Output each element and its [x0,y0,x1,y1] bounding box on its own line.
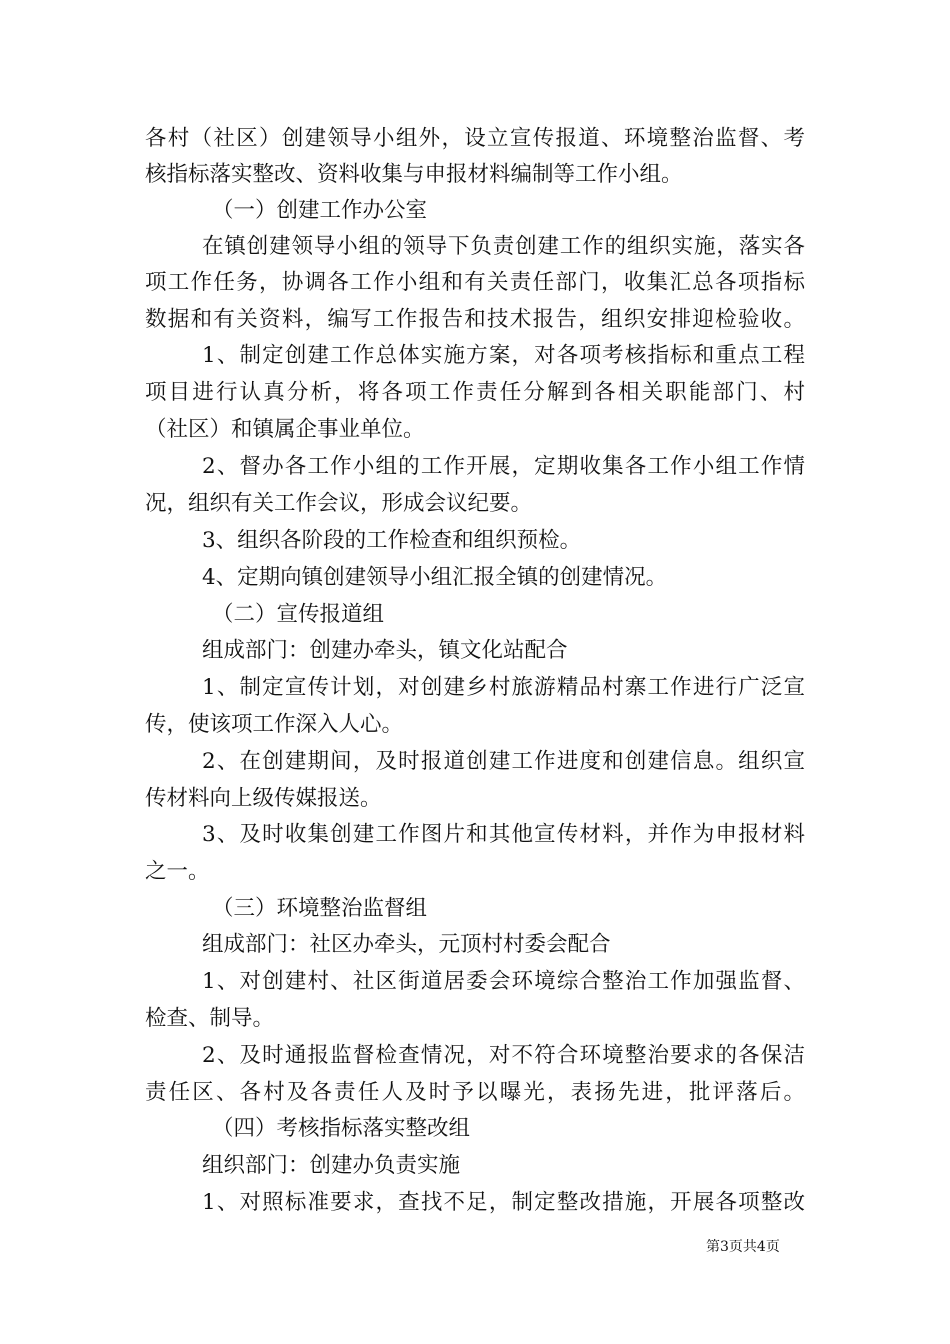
section-heading: （三）环境整治监督组 [212,896,428,921]
paragraph-line: 传材料向上级传媒报送。 [145,786,382,811]
paragraph-line: 2、督办各工作小组的工作开展，定期收集各工作小组工作情 [202,454,805,479]
paragraph-line: 项工作任务，协调各工作小组和有关责任部门，收集汇总各项指标 [145,270,805,295]
paragraph-line: 2、在创建期间，及时报道创建工作进度和创建信息。组织宣 [202,749,805,774]
paragraph-line: 1、制定宣传计划，对创建乡村旅游精品村寨工作进行广泛宣 [202,675,805,700]
paragraph-line: 传，使该项工作深入人心。 [145,712,404,737]
page-number: 第3页共4页 [706,1239,780,1255]
section-heading: （一）创建工作办公室 [212,198,428,223]
paragraph-line: 1、制定创建工作总体实施方案，对各项考核指标和重点工程 [202,343,805,368]
paragraph-line: 在镇创建领导小组的领导下负责创建工作的组织实施，落实各 [202,234,805,259]
paragraph-line: 数据和有关资料，编写工作报告和技术报告，组织安排迎检验收。 [145,307,805,332]
paragraph-line: 核指标落实整改、资料收集与申报材料编制等工作小组。 [145,162,683,187]
paragraph-line: 责任区、各村及各责任人及时予以曝光，表扬先进，批评落后。 [145,1080,805,1105]
paragraph-line: 1、对照标准要求，查找不足，制定整改措施，开展各项整改 [202,1190,805,1215]
section-heading: （二）宣传报道组 [212,602,385,627]
paragraph-line: 3、及时收集创建工作图片和其他宣传材料，并作为申报材料 [202,822,805,847]
paragraph-line: 检查、制导。 [145,1006,275,1031]
paragraph-line: 4、定期向镇创建领导小组汇报全镇的创建情况。 [202,565,668,590]
paragraph-line: 1、对创建村、社区街道居委会环境综合整治工作加强监督、 [202,969,805,994]
paragraph-line: 况，组织有关工作会议，形成会议纪要。 [145,491,533,516]
paragraph-line: 组成部门：社区办牵头，元顶村村委会配合 [202,932,611,957]
paragraph-line: 2、及时通报监督检查情况，对不符合环境整治要求的各保洁 [202,1043,805,1068]
section-heading: （四）考核指标落实整改组 [212,1116,471,1141]
paragraph-line: 组成部门：创建办牵头，镇文化站配合 [202,638,568,663]
paragraph-line: 之一。 [145,859,210,884]
paragraph-line: 组织部门：创建办负责实施 [202,1153,461,1178]
paragraph-line: 3、组织各阶段的工作检查和组织预检。 [202,528,582,553]
paragraph-line: 各村（社区）创建领导小组外，设立宣传报道、环境整治监督、考 [145,126,805,151]
paragraph-line: 项目进行认真分析，将各项工作责任分解到各相关职能部门、村 [145,380,805,405]
paragraph-line: （社区）和镇属企事业单位。 [145,417,425,442]
